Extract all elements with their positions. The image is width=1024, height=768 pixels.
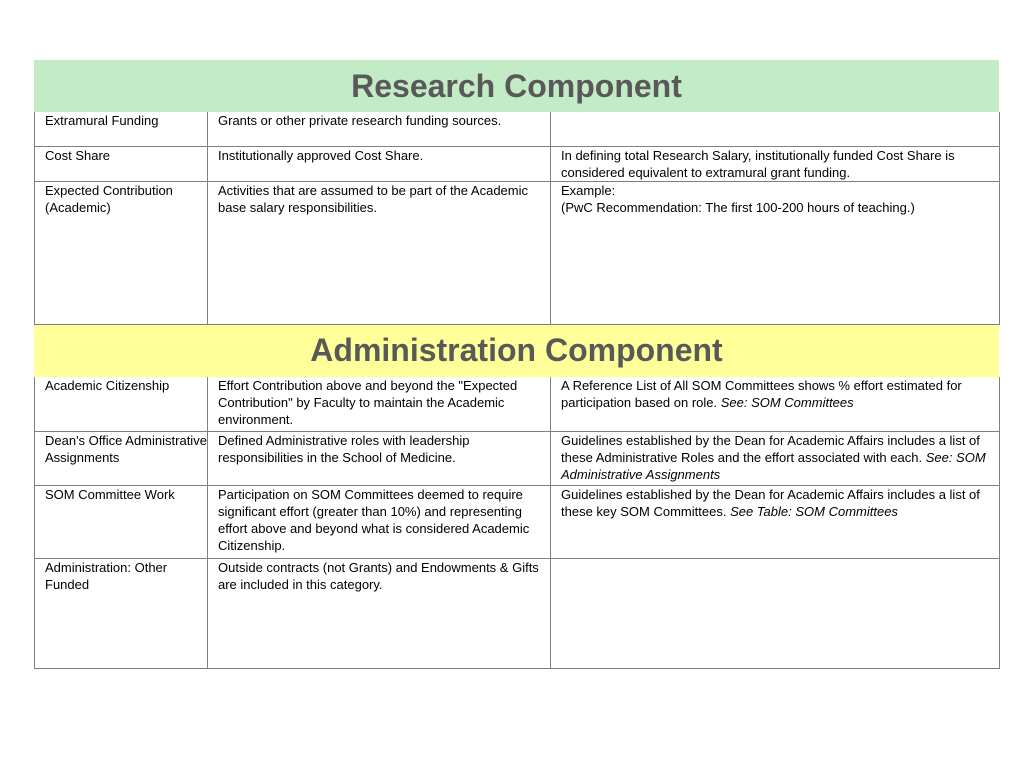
table-row <box>35 486 1000 559</box>
definition-cell: Outside contracts (not Grants) and Endowments & Gifts are included in this category. <box>208 559 551 669</box>
definition-cell: Grants or other private research funding sources. <box>208 112 551 146</box>
notes-example-text: (PwC Recommendation: The first 100-200 hours of teaching.) <box>561 199 915 215</box>
term-cell: Dean's Office Administrative Assignments <box>35 432 208 486</box>
notes-reference-link: See: SOM Committees <box>720 394 854 410</box>
definition-cell: Institutionally approved Cost Share. <box>208 146 551 181</box>
notes-cell: In defining total Research Salary, institutionally funded Cost Share is considered equivalent to extramural grant funding. <box>551 146 1000 181</box>
notes-text: Guidelines established by the Dean for Academic Affairs includes a list of these key SOM Committees. <box>561 487 980 519</box>
table-row <box>35 112 1000 146</box>
notes-text: Guidelines established by the Dean for Academic Affairs includes a list of these Administrative Roles and the effort associated with each. <box>561 433 980 465</box>
notes-text: A Reference List of All SOM Committees shows % effort estimated for participation based on role. <box>561 377 962 410</box>
definition-cell: Activities that are assumed to be part of the Academic base salary responsibilities. <box>208 181 551 324</box>
table-row <box>35 559 1000 669</box>
term-cell: Academic Citizenship <box>35 377 208 432</box>
research-component-title: Research Component <box>351 67 682 104</box>
research-component-heading <box>34 60 999 112</box>
notes-cell <box>551 559 1000 669</box>
document-sheet <box>34 60 999 669</box>
term-cell: Cost Share <box>35 146 208 181</box>
notes-example-label: Example: <box>561 182 616 198</box>
administration-component-heading <box>34 325 999 377</box>
term-cell: Expected Contribution (Academic) <box>35 181 208 324</box>
administration-component-table <box>34 377 1000 670</box>
definition-cell: Participation on SOM Committees deemed to require significant effort (greater than 10%) and representing effort above and beyond what is considered Academic Citizenship. <box>208 486 551 559</box>
term-cell: SOM Committee Work <box>35 486 208 559</box>
notes-reference-link: See: SOM Administrative Assignments <box>561 450 986 482</box>
definition-cell: Effort Contribution above and beyond the "Expected Contribution" by Faculty to maintain the Academic environment. <box>208 377 551 432</box>
term-cell: Extramural Funding <box>35 112 208 146</box>
table-row <box>35 377 1000 432</box>
research-component-table <box>34 112 1000 325</box>
notes-cell <box>551 432 1000 486</box>
term-cell: Administration: Other Funded <box>35 559 208 669</box>
notes-cell <box>551 377 1000 432</box>
notes-cell <box>551 486 1000 559</box>
notes-reference-link: See Table: SOM Committees <box>730 504 898 519</box>
definition-cell: Defined Administrative roles with leadership responsibilities in the School of Medicine. <box>208 432 551 486</box>
administration-component-title: Administration Component <box>310 332 723 368</box>
notes-cell <box>551 181 1000 324</box>
table-row <box>35 181 1000 324</box>
table-row <box>35 432 1000 486</box>
notes-cell <box>551 112 1000 146</box>
table-row <box>35 146 1000 181</box>
